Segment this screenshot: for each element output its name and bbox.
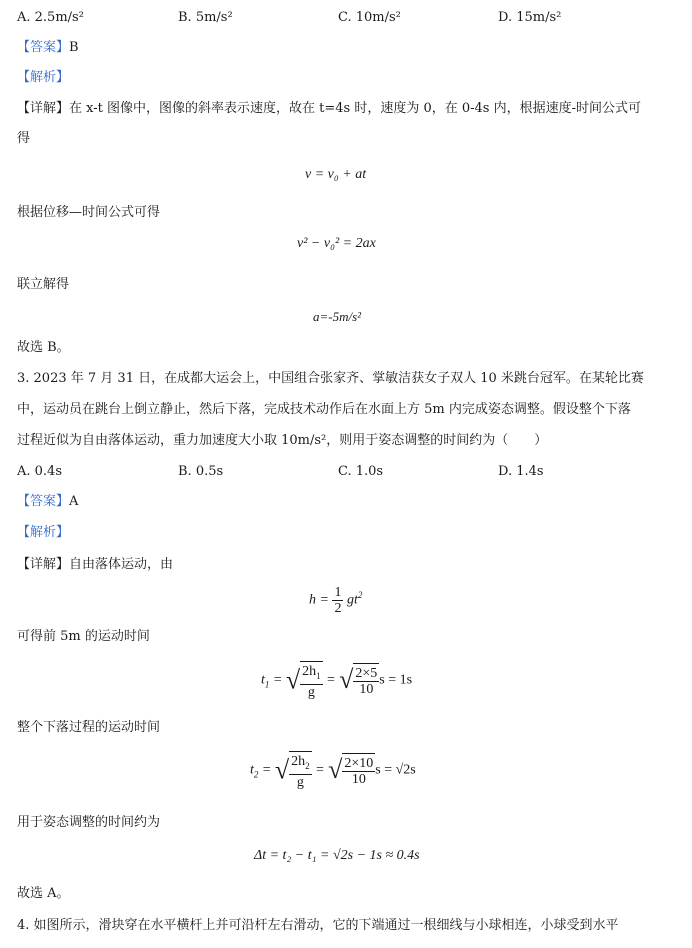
q3-text3: 整个下落过程的运动时间	[17, 720, 161, 735]
q3-conclusion: 故选 A。	[17, 886, 70, 901]
q2-analysis-tag: 【解析】	[17, 70, 70, 85]
q2-detail-line2: 得	[17, 131, 31, 146]
q2-option-c: C. 10m/s²	[338, 10, 401, 25]
answer-value: B	[69, 40, 79, 55]
q2-answer	[17, 40, 79, 56]
detail-text: 自由落体运动，由	[69, 557, 174, 572]
q3-eq-free-fall: h = $\frac{1}{2}$ $gt^2$	[309, 585, 363, 616]
detail-tag: 【详解】	[17, 101, 70, 116]
q2-eq1: v = v₀ + at	[305, 167, 367, 182]
q3-answer	[17, 494, 78, 510]
q3-option-b: B. 0.5s	[178, 464, 224, 479]
q3-stem-line3: 过程近似为自由落体运动，重力加速度大小取 10m/s²，则用于姿态调整的时间约为（ ）	[17, 433, 548, 448]
q2-conclusion: 故选 B。	[17, 340, 70, 355]
answer-tag: 【答案】	[17, 494, 70, 509]
q3-eq-t1: $t_1$ = √ $\frac{2h_1}{g}$ = √ $\frac{2\times 5}{10}$ s = 1s	[261, 661, 412, 700]
q2-option-b: B. 5m/s²	[178, 10, 233, 25]
q2-option-d: D. 15m/s²	[498, 10, 562, 25]
q3-stem-line2: 中，运动员在跳台上倒立静止，然后下落，完成技术动作后在水面上方 5m 内完成姿态调整。假设整个下落	[17, 402, 631, 417]
q2-eq2: v² − v₀² = 2ax	[297, 236, 376, 251]
q2-option-a: A. 2.5m/s²	[17, 10, 84, 25]
q3-text4: 用于姿态调整的时间约为	[17, 815, 161, 830]
q3-option-c: C. 1.0s	[338, 464, 384, 479]
q3-text2: 可得前 5m 的运动时间	[17, 629, 150, 644]
detail-text: 在 x-t 图像中，图像的斜率表示速度，故在 t=4s 时，速度为 0，在 0-4s 内，根据速度-时间公式可	[69, 101, 641, 116]
q2-text2: 根据位移—时间公式可得	[17, 205, 161, 220]
q3-eq-t2: $t_2$ = √ $\frac{2h_2}{g}$ = √ $\frac{2\times 10}{10}$ s = √2s	[250, 751, 416, 790]
q2-text3: 联立解得	[17, 277, 70, 292]
q3-detail	[17, 557, 173, 573]
q2-detail-line1	[17, 101, 641, 117]
answer-value: A	[69, 494, 79, 509]
detail-tag: 【详解】	[17, 557, 70, 572]
q3-eq-delta-t: Δt = t₂ − t₁ = √2s − 1s ≈ 0.4s	[254, 848, 420, 863]
q4-stem-line1: 4. 如图所示，滑块穿在水平横杆上并可沿杆左右滑动，它的下端通过一根细线与小球相连，小球受到水平	[17, 918, 619, 933]
q3-analysis-tag: 【解析】	[17, 525, 70, 540]
q2-eq3: a=-5m/s²	[313, 309, 362, 324]
q3-option-d: D. 1.4s	[498, 464, 544, 479]
q3-stem-line1: 3. 2023 年 7 月 31 日，在成都大运会上，中国组合张家齐、掌敏洁获女子双人 10 米跳台冠军。在某轮比赛	[17, 371, 644, 386]
q3-option-a: A. 0.4s	[17, 464, 62, 479]
answer-tag: 【答案】	[17, 40, 70, 55]
